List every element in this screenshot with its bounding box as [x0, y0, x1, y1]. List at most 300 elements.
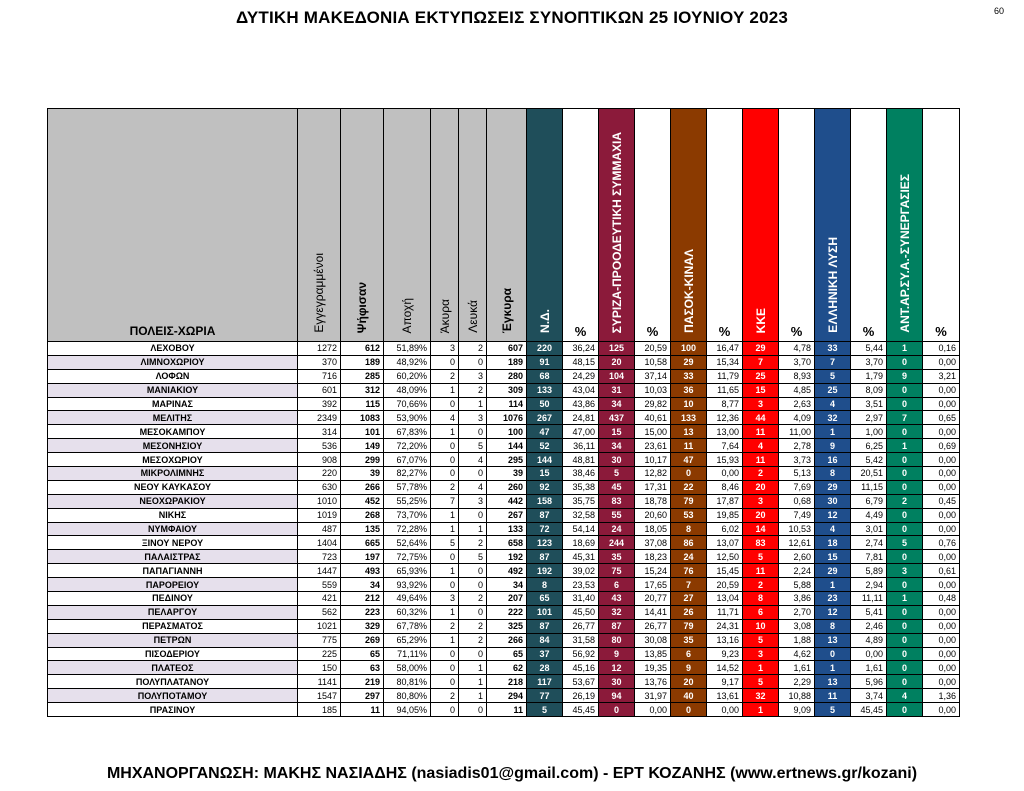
value-cell: 25 [815, 383, 851, 397]
value-cell: 83 [743, 536, 779, 550]
value-cell: 11 [743, 453, 779, 467]
value-cell: 62 [487, 661, 527, 675]
value-cell: 45,45 [563, 703, 599, 717]
value-cell: 0,00 [923, 578, 960, 592]
value-cell: 12,82 [635, 467, 671, 481]
value-cell: 220 [527, 342, 563, 356]
value-cell: 3,51 [851, 397, 887, 411]
value-cell: 22 [671, 480, 707, 494]
value-cell: 32 [599, 605, 635, 619]
value-cell: 0,61 [923, 564, 960, 578]
value-cell: 15,34 [707, 355, 743, 369]
value-cell: 294 [487, 689, 527, 703]
value-cell: 452 [341, 494, 384, 508]
value-cell: 1 [431, 522, 459, 536]
value-cell: 71,11% [384, 647, 431, 661]
table-row [48, 397, 960, 411]
value-cell: 1,88 [779, 633, 815, 647]
value-cell: 114 [487, 397, 527, 411]
value-cell: 185 [298, 703, 341, 717]
place-name-cell: ΠΕΔΙΝΟΥ [48, 592, 298, 606]
value-cell: 2,74 [851, 536, 887, 550]
value-cell: 40,61 [635, 411, 671, 425]
value-cell: 32,58 [563, 508, 599, 522]
value-cell: 29 [815, 480, 851, 494]
place-name-cell: ΜΑΝΙΑΚΙΟΥ [48, 383, 298, 397]
table-row [48, 564, 960, 578]
value-cell: 612 [341, 342, 384, 356]
value-cell: 2 [431, 689, 459, 703]
value-cell: 2349 [298, 411, 341, 425]
place-name-cell: ΛΕΧΟΒΟΥ [48, 342, 298, 356]
header-abstention: Αποχή [384, 109, 431, 342]
value-cell: 0 [599, 703, 635, 717]
value-cell: 266 [487, 633, 527, 647]
value-cell: 50 [527, 397, 563, 411]
value-cell: 222 [487, 605, 527, 619]
value-cell: 0 [887, 675, 923, 689]
value-cell: 4,09 [779, 411, 815, 425]
value-cell: 716 [298, 369, 341, 383]
value-cell: 280 [487, 369, 527, 383]
value-cell: 100 [487, 425, 527, 439]
place-name-cell: ΞΙΝΟΥ ΝΕΡΟΥ [48, 536, 298, 550]
header-antarsya-pct: % [923, 109, 960, 342]
value-cell: 18,23 [635, 550, 671, 564]
value-cell: 0 [887, 703, 923, 717]
value-cell: 0,00 [923, 453, 960, 467]
value-cell: 55 [599, 508, 635, 522]
table-row [48, 369, 960, 383]
value-cell: 10,17 [635, 453, 671, 467]
value-cell: 0 [431, 453, 459, 467]
table-row [48, 633, 960, 647]
value-cell: 5,13 [779, 467, 815, 481]
page-title: ΔΥΤΙΚΗ ΜΑΚΕΔΟΝΙΑ ΕΚΤΥΠΩΣΕΙΣ ΣΥΝΟΠΤΙΚΩΝ 25 ΙΟΥΝΙΟΥ 2023 [235, 8, 789, 27]
value-cell: 36,11 [563, 439, 599, 453]
value-cell: 13,04 [707, 592, 743, 606]
value-cell: 3,74 [851, 689, 887, 703]
value-cell: 0 [431, 467, 459, 481]
value-cell: 63 [341, 661, 384, 675]
value-cell: 1 [887, 342, 923, 356]
value-cell: 4 [459, 453, 487, 467]
value-cell: 0,45 [923, 494, 960, 508]
value-cell: 32 [815, 411, 851, 425]
value-cell: 5 [459, 439, 487, 453]
value-cell: 2 [887, 494, 923, 508]
value-cell: 212 [341, 592, 384, 606]
place-name-cell: ΠΕΤΡΩΝ [48, 633, 298, 647]
table-row [48, 550, 960, 564]
value-cell: 53,90% [384, 411, 431, 425]
value-cell: 0 [887, 550, 923, 564]
value-cell: 35 [599, 550, 635, 564]
value-cell: 32 [743, 689, 779, 703]
value-cell: 3,08 [779, 619, 815, 633]
value-cell: 13 [815, 675, 851, 689]
value-cell: 10,58 [635, 355, 671, 369]
value-cell: 0,00 [923, 661, 960, 675]
value-cell: 26,19 [563, 689, 599, 703]
value-cell: 14,52 [707, 661, 743, 675]
header-row [48, 109, 960, 342]
value-cell: 48,92% [384, 355, 431, 369]
value-cell: 4 [431, 411, 459, 425]
value-cell: 1 [887, 439, 923, 453]
value-cell: 15,24 [635, 564, 671, 578]
value-cell: 2 [459, 619, 487, 633]
value-cell: 5 [599, 467, 635, 481]
value-cell: 72 [527, 522, 563, 536]
value-cell: 3,70 [851, 355, 887, 369]
value-cell: 0,00 [923, 425, 960, 439]
header-nd-pct: % [563, 109, 599, 342]
value-cell: 45,31 [563, 550, 599, 564]
value-cell: 0,00 [923, 703, 960, 717]
value-cell: 493 [341, 564, 384, 578]
place-name-cell: ΜΑΡΙΝΑΣ [48, 397, 298, 411]
value-cell: 3 [887, 564, 923, 578]
value-cell: 0,00 [923, 522, 960, 536]
value-cell: 100 [671, 342, 707, 356]
value-cell: 7,81 [851, 550, 887, 564]
value-cell: 133 [527, 383, 563, 397]
value-cell: 123 [527, 536, 563, 550]
value-cell: 2,94 [851, 578, 887, 592]
value-cell: 86 [671, 536, 707, 550]
value-cell: 4 [459, 480, 487, 494]
table-row [48, 439, 960, 453]
value-cell: 0 [431, 675, 459, 689]
value-cell: 0 [887, 619, 923, 633]
value-cell: 79 [671, 619, 707, 633]
value-cell: 23,61 [635, 439, 671, 453]
value-cell: 15,93 [707, 453, 743, 467]
value-cell: 0 [671, 703, 707, 717]
value-cell: 3,70 [779, 355, 815, 369]
value-cell: 0 [815, 647, 851, 661]
value-cell: 18 [815, 536, 851, 550]
value-cell: 17,31 [635, 480, 671, 494]
value-cell: 11 [341, 703, 384, 717]
value-cell: 329 [341, 619, 384, 633]
value-cell: 15 [527, 467, 563, 481]
value-cell: 267 [527, 411, 563, 425]
value-cell: 1 [743, 703, 779, 717]
place-name-cell: ΠΑΛΑΙΣΤΡΑΣ [48, 550, 298, 564]
value-cell: 3,21 [923, 369, 960, 383]
value-cell: 11,71 [707, 605, 743, 619]
value-cell: 10,88 [779, 689, 815, 703]
value-cell: 1 [743, 661, 779, 675]
place-name-cell: ΠΙΣΟΔΕΡΙΟΥ [48, 647, 298, 661]
place-name-cell: ΛΟΦΩΝ [48, 369, 298, 383]
value-cell: 68 [527, 369, 563, 383]
value-cell: 19,85 [707, 508, 743, 522]
value-cell: 0,00 [923, 383, 960, 397]
value-cell: 2 [743, 578, 779, 592]
value-cell: 2,29 [779, 675, 815, 689]
value-cell: 24 [599, 522, 635, 536]
value-cell: 0 [887, 522, 923, 536]
table-row [48, 508, 960, 522]
value-cell: 5 [743, 550, 779, 564]
value-cell: 0 [431, 397, 459, 411]
value-cell: 31 [599, 383, 635, 397]
value-cell: 101 [527, 605, 563, 619]
value-cell: 15 [815, 550, 851, 564]
table-row [48, 494, 960, 508]
value-cell: 115 [341, 397, 384, 411]
value-cell: 2,78 [779, 439, 815, 453]
value-cell: 189 [341, 355, 384, 369]
value-cell: 3 [743, 494, 779, 508]
value-cell: 133 [487, 522, 527, 536]
value-cell: 207 [487, 592, 527, 606]
value-cell: 8,46 [707, 480, 743, 494]
value-cell: 25 [743, 369, 779, 383]
place-name-cell: ΝΥΜΦΑΙΟΥ [48, 522, 298, 536]
value-cell: 11 [743, 564, 779, 578]
value-cell: 0 [887, 508, 923, 522]
value-cell: 0 [459, 508, 487, 522]
header-place: ΠΟΛΕΙΣ-ΧΩΡΙΑ [48, 109, 298, 342]
value-cell: 1 [887, 592, 923, 606]
value-cell: 0 [887, 453, 923, 467]
value-cell: 48,09% [384, 383, 431, 397]
value-cell: 7,69 [779, 480, 815, 494]
value-cell: 20,59 [707, 578, 743, 592]
value-cell: 309 [487, 383, 527, 397]
value-cell: 0,00 [707, 467, 743, 481]
value-cell: 2 [459, 633, 487, 647]
value-cell: 133 [671, 411, 707, 425]
value-cell: 1 [815, 425, 851, 439]
value-cell: 4,89 [851, 633, 887, 647]
value-cell: 9,23 [707, 647, 743, 661]
value-cell: 189 [487, 355, 527, 369]
value-cell: 73,70% [384, 508, 431, 522]
table-row [48, 383, 960, 397]
value-cell: 94 [599, 689, 635, 703]
value-cell: 4,62 [779, 647, 815, 661]
value-cell: 0 [431, 703, 459, 717]
value-cell: 5 [459, 550, 487, 564]
value-cell: 1141 [298, 675, 341, 689]
value-cell: 49,64% [384, 592, 431, 606]
place-name-cell: ΜΕΛΙΤΗΣ [48, 411, 298, 425]
place-name-cell: ΜΕΣΟΧΩΡΙΟΥ [48, 453, 298, 467]
value-cell: 29 [815, 564, 851, 578]
table-row [48, 619, 960, 633]
header-syriza: ΣΥΡΙΖΑ-ΠΡΟΟΔΕΥΤΙΚΗ ΣΥΜΜΑΧΙΑ [599, 109, 635, 342]
value-cell: 15 [743, 383, 779, 397]
value-cell: 0 [459, 703, 487, 717]
value-cell: 10,03 [635, 383, 671, 397]
value-cell: 8,09 [851, 383, 887, 397]
value-cell: 1 [431, 605, 459, 619]
value-cell: 1083 [341, 411, 384, 425]
value-cell: 80 [599, 633, 635, 647]
value-cell: 1 [459, 522, 487, 536]
value-cell: 18,78 [635, 494, 671, 508]
value-cell: 35 [671, 633, 707, 647]
value-cell: 630 [298, 480, 341, 494]
page-number: 60 [993, 6, 1004, 16]
value-cell: 0,00 [923, 633, 960, 647]
value-cell: 76 [671, 564, 707, 578]
value-cell: 1 [815, 661, 851, 675]
value-cell: 94,05% [384, 703, 431, 717]
table-row [48, 453, 960, 467]
value-cell: 87 [527, 619, 563, 633]
value-cell: 84 [527, 633, 563, 647]
value-cell: 7 [887, 411, 923, 425]
footer-credits: ΜΗΧΑΝΟΡΓΑΝΩΣΗ: ΜΑΚΗΣ ΝΑΣΙΑΔΗΣ (nasiadis01@gmail.com) - ΕΡΤ ΚΟΖΑΝΗΣ (www.ertnews.gr/kozani) [106, 765, 918, 782]
value-cell: 135 [341, 522, 384, 536]
value-cell: 5,44 [851, 342, 887, 356]
value-cell: 67,07% [384, 453, 431, 467]
value-cell: 1019 [298, 508, 341, 522]
value-cell: 8 [671, 522, 707, 536]
value-cell: 79 [671, 494, 707, 508]
value-cell: 30 [599, 453, 635, 467]
value-cell: 45 [599, 480, 635, 494]
value-cell: 1,79 [851, 369, 887, 383]
value-cell: 3,73 [779, 453, 815, 467]
results-table [47, 108, 960, 717]
value-cell: 19,35 [635, 661, 671, 675]
value-cell: 39 [341, 467, 384, 481]
value-cell: 5,89 [851, 564, 887, 578]
value-cell: 23,53 [563, 578, 599, 592]
value-cell: 34 [487, 578, 527, 592]
value-cell: 13 [671, 425, 707, 439]
value-cell: 1547 [298, 689, 341, 703]
value-cell: 325 [487, 619, 527, 633]
value-cell: 2 [459, 342, 487, 356]
header-elliniki-pct: % [851, 109, 887, 342]
value-cell: 48,81 [563, 453, 599, 467]
value-cell: 20 [599, 355, 635, 369]
header-syriza-pct: % [635, 109, 671, 342]
value-cell: 20 [671, 675, 707, 689]
value-cell: 43 [599, 592, 635, 606]
value-cell: 1 [815, 578, 851, 592]
place-name-cell: ΠΟΛΥΠΛΑΤΑΝΟΥ [48, 675, 298, 689]
value-cell: 13,85 [635, 647, 671, 661]
table-body [48, 342, 960, 717]
value-cell: 24,29 [563, 369, 599, 383]
value-cell: 31,40 [563, 592, 599, 606]
place-name-cell: ΠΟΛΥΠΟΤΑΜΟΥ [48, 689, 298, 703]
value-cell: 8 [743, 592, 779, 606]
value-cell: 34 [599, 397, 635, 411]
place-name-cell: ΠΑΡΟΡΕΙΟΥ [48, 578, 298, 592]
value-cell: 0 [431, 439, 459, 453]
table-row [48, 411, 960, 425]
value-cell: 16 [815, 453, 851, 467]
value-cell: 3 [743, 647, 779, 661]
value-cell: 20,60 [635, 508, 671, 522]
value-cell: 33 [815, 342, 851, 356]
value-cell: 34 [599, 439, 635, 453]
value-cell: 20 [743, 508, 779, 522]
value-cell: 8 [527, 578, 563, 592]
value-cell: 0,00 [923, 480, 960, 494]
table-row [48, 355, 960, 369]
value-cell: 37 [527, 647, 563, 661]
value-cell: 1 [459, 397, 487, 411]
value-cell: 35,75 [563, 494, 599, 508]
value-cell: 29 [743, 342, 779, 356]
value-cell: 223 [341, 605, 384, 619]
table-row [48, 703, 960, 717]
value-cell: 4 [815, 522, 851, 536]
header-blank: Λευκά [459, 109, 487, 342]
value-cell: 0 [887, 383, 923, 397]
value-cell: 2,24 [779, 564, 815, 578]
value-cell: 723 [298, 550, 341, 564]
value-cell: 18,05 [635, 522, 671, 536]
value-cell: 14,41 [635, 605, 671, 619]
value-cell: 48,15 [563, 355, 599, 369]
place-name-cell: ΜΕΣΟΝΗΣΙΟΥ [48, 439, 298, 453]
table-row [48, 689, 960, 703]
value-cell: 285 [341, 369, 384, 383]
value-cell: 3 [743, 397, 779, 411]
value-cell: 31,58 [563, 633, 599, 647]
value-cell: 559 [298, 578, 341, 592]
value-cell: 295 [487, 453, 527, 467]
value-cell: 13,00 [707, 425, 743, 439]
header-kke: ΚΚΕ [743, 109, 779, 342]
value-cell: 6,79 [851, 494, 887, 508]
value-cell: 54,14 [563, 522, 599, 536]
value-cell: 6 [743, 605, 779, 619]
value-cell: 2,46 [851, 619, 887, 633]
value-cell: 29,82 [635, 397, 671, 411]
value-cell: 4,49 [851, 508, 887, 522]
value-cell: 31,97 [635, 689, 671, 703]
value-cell: 101 [341, 425, 384, 439]
value-cell: 1 [431, 564, 459, 578]
value-cell: 775 [298, 633, 341, 647]
value-cell: 72,75% [384, 550, 431, 564]
value-cell: 1010 [298, 494, 341, 508]
value-cell: 15,45 [707, 564, 743, 578]
value-cell: 2 [431, 369, 459, 383]
value-cell: 197 [341, 550, 384, 564]
value-cell: 4 [743, 439, 779, 453]
value-cell: 144 [487, 439, 527, 453]
value-cell: 67,83% [384, 425, 431, 439]
value-cell: 0,00 [707, 703, 743, 717]
value-cell: 7 [431, 494, 459, 508]
value-cell: 0,00 [923, 550, 960, 564]
value-cell: 28 [527, 661, 563, 675]
value-cell: 1,36 [923, 689, 960, 703]
value-cell: 144 [527, 453, 563, 467]
value-cell: 0,00 [923, 605, 960, 619]
value-cell: 7 [671, 578, 707, 592]
value-cell: 5 [743, 633, 779, 647]
value-cell: 104 [599, 369, 635, 383]
place-name-cell: ΝΕΟΧΩΡΑΚΙΟΥ [48, 494, 298, 508]
value-cell: 2 [431, 480, 459, 494]
value-cell: 312 [341, 383, 384, 397]
